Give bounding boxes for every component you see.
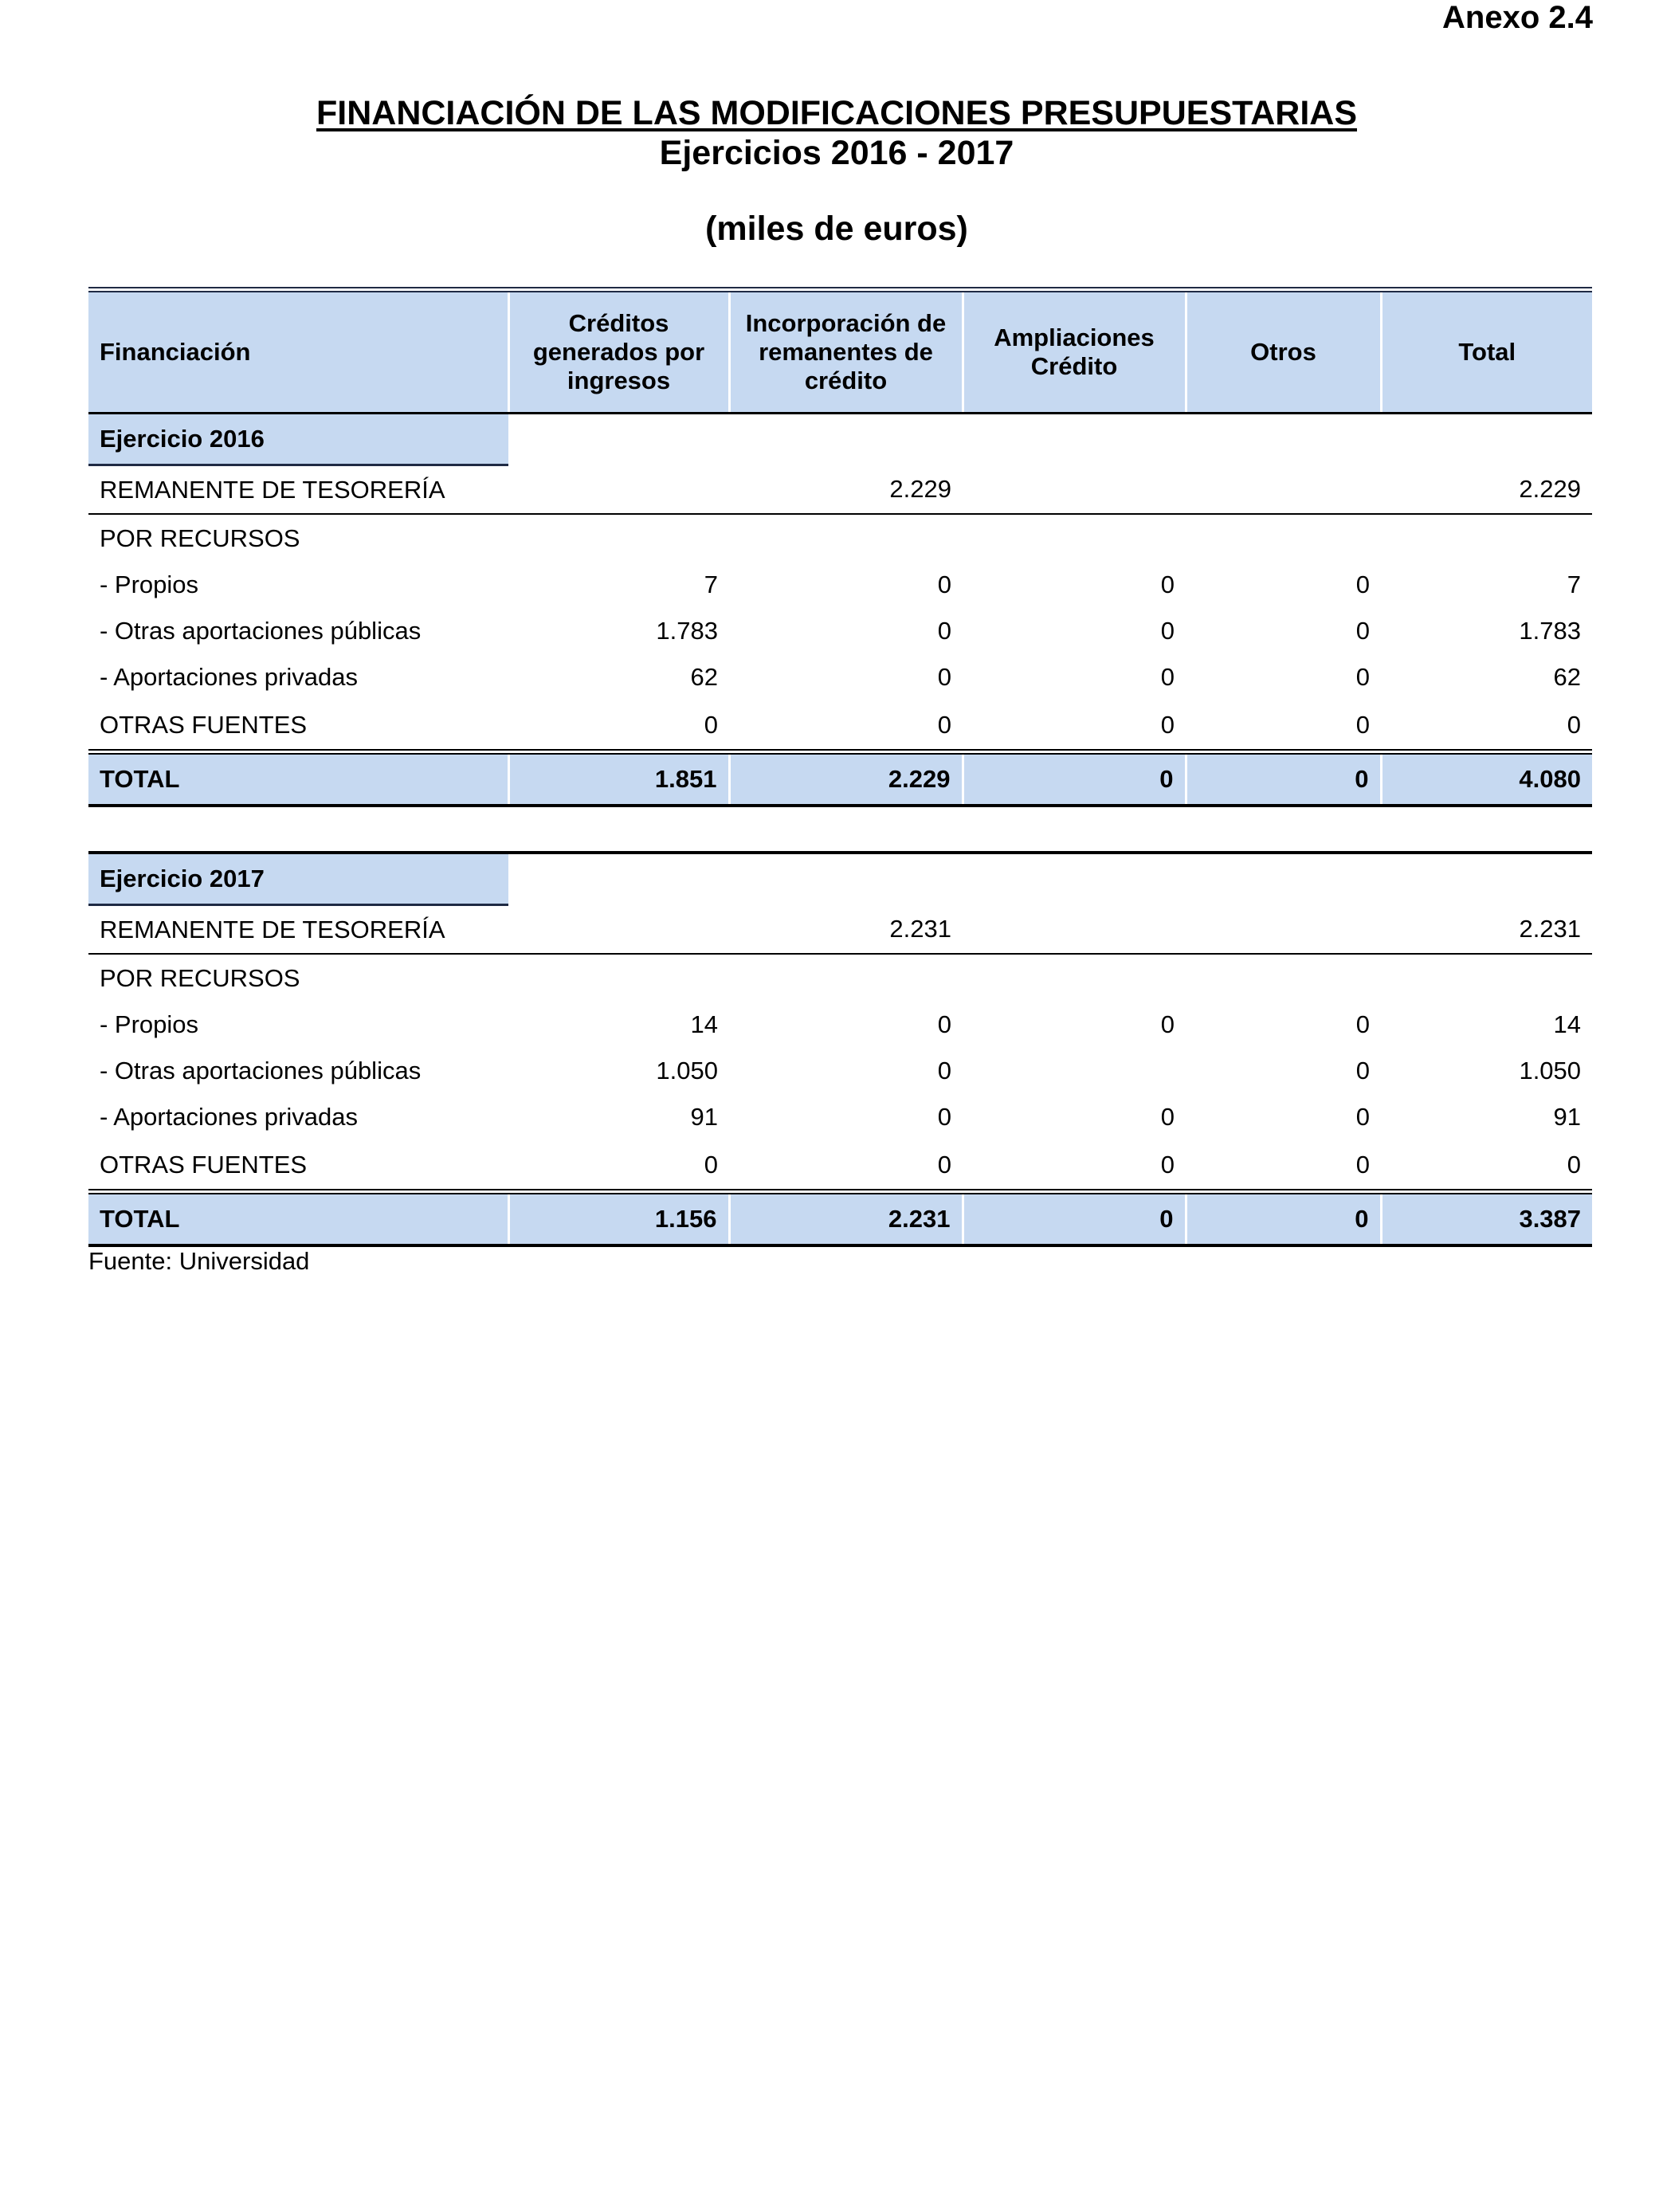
cell-total: 1.050 — [1519, 1057, 1582, 1084]
table-row — [88, 514, 1592, 562]
section-label: Ejercicio 2017 — [88, 853, 508, 905]
table-row — [88, 562, 1592, 608]
table-row — [88, 1048, 1592, 1094]
table-row — [88, 1094, 1592, 1140]
cell-otros: 0 — [1355, 1150, 1370, 1179]
cell-incorporacion — [729, 514, 963, 562]
cell-ampliaciones — [963, 1048, 1186, 1094]
cell-incorporacion: 0 — [937, 1057, 951, 1084]
cell-total: 2.231 — [1381, 905, 1592, 955]
row-label: POR RECURSOS — [100, 524, 300, 552]
section-header-row — [88, 414, 1592, 465]
table-header-row — [88, 290, 1592, 414]
total-label: TOTAL — [88, 1192, 508, 1246]
row-label: POR RECURSOS — [100, 963, 300, 992]
table-row — [88, 954, 1592, 1002]
row-label: - Aportaciones privadas — [100, 1103, 358, 1131]
cell-otros: 0 — [1355, 663, 1370, 691]
cell-otros: 0 — [1355, 617, 1370, 645]
row-label: - Propios — [100, 571, 199, 598]
cell-total: 62 — [1553, 663, 1581, 691]
cell-ampliaciones: 0 — [1160, 571, 1175, 598]
row-label: OTRAS FUENTES — [100, 1150, 308, 1179]
cell-ampliaciones: 0 — [1160, 1010, 1175, 1038]
cell-total: 7 — [1567, 571, 1581, 598]
cell-creditos: 7 — [704, 571, 718, 598]
cell-creditos: 1.783 — [656, 617, 718, 645]
row-label: - Otras aportaciones públicas — [100, 617, 422, 645]
cell-incorporacion: 0 — [937, 1103, 951, 1131]
cell-otros: 0 — [1355, 1057, 1370, 1084]
cell-incorporacion: 0 — [937, 663, 951, 691]
cell-incorporacion: 0 — [937, 1150, 951, 1179]
cell-creditos — [508, 465, 729, 515]
source-note: Fuente: Universidad — [88, 1247, 310, 1275]
cell-total — [1381, 514, 1592, 562]
total-creditos: 1.851 — [508, 752, 729, 806]
cell-ampliaciones — [963, 905, 1186, 955]
cell-otros — [1186, 514, 1381, 562]
column-header-total: Total — [1381, 290, 1592, 414]
table-row — [88, 608, 1592, 654]
row-label: - Propios — [100, 1010, 199, 1038]
total-total: 4.080 — [1381, 752, 1592, 806]
column-header-otros: Otros — [1186, 290, 1381, 414]
table-row — [88, 654, 1592, 700]
table-row — [88, 465, 1592, 515]
total-otros: 0 — [1186, 1192, 1381, 1246]
cell-otros: 0 — [1355, 1010, 1370, 1038]
cell-total: 0 — [1567, 710, 1581, 739]
row-label: - Otras aportaciones públicas — [100, 1057, 422, 1084]
cell-ampliaciones: 0 — [1160, 617, 1175, 645]
total-ampliaciones: 0 — [963, 752, 1186, 806]
cell-otros: 0 — [1355, 571, 1370, 598]
cell-total: 1.783 — [1519, 617, 1581, 645]
column-header-financiacion: Financiación — [88, 290, 508, 414]
section-label: Ejercicio 2016 — [88, 414, 508, 465]
cell-creditos — [508, 954, 729, 1002]
cell-otros: 0 — [1355, 1103, 1370, 1131]
row-label: - Aportaciones privadas — [100, 663, 358, 691]
cell-ampliaciones: 0 — [1160, 710, 1175, 739]
cell-creditos — [508, 905, 729, 955]
section-header-row — [88, 853, 1592, 905]
total-incorporacion: 2.229 — [729, 752, 963, 806]
column-header-incorporacion-remanentes: Incorporación de remanentes de crédito — [729, 290, 963, 414]
page-subtitle: Ejercicios 2016 - 2017 — [659, 134, 1014, 172]
cell-creditos — [508, 514, 729, 562]
cell-incorporacion: 0 — [937, 571, 951, 598]
total-row — [88, 1192, 1592, 1246]
table-row — [88, 700, 1592, 752]
cell-total: 14 — [1553, 1010, 1582, 1038]
cell-creditos: 14 — [690, 1010, 718, 1038]
cell-otros — [1186, 465, 1381, 515]
total-creditos: 1.156 — [508, 1192, 729, 1246]
total-row — [88, 752, 1592, 806]
total-incorporacion: 2.231 — [729, 1192, 963, 1246]
cell-total — [1381, 954, 1592, 1002]
total-otros: 0 — [1186, 752, 1381, 806]
total-label: TOTAL — [88, 752, 508, 806]
table-ejercicio-2016 — [88, 287, 1592, 807]
cell-otros — [1186, 954, 1381, 1002]
cell-ampliaciones — [963, 465, 1186, 515]
annex-label: Anexo 2.4 — [1442, 0, 1593, 35]
cell-total: 0 — [1567, 1150, 1582, 1179]
total-ampliaciones: 0 — [963, 1192, 1186, 1246]
table-row — [88, 1002, 1592, 1048]
cell-creditos: 62 — [690, 663, 718, 691]
row-label: REMANENTE DE TESORERÍA — [88, 465, 508, 515]
cell-otros — [1186, 905, 1381, 955]
cell-creditos: 1.050 — [656, 1057, 718, 1084]
cell-incorporacion: 2.231 — [729, 905, 963, 955]
column-header-creditos-generados: Créditos generados por ingresos — [508, 290, 729, 414]
row-label: REMANENTE DE TESORERÍA — [88, 905, 508, 955]
page-title: FINANCIACIÓN DE LAS MODIFICACIONES PRESUPUESTARIAS — [316, 94, 1357, 132]
cell-incorporacion: 2.229 — [729, 465, 963, 515]
cell-incorporacion: 0 — [937, 710, 951, 739]
cell-total: 2.229 — [1381, 465, 1592, 515]
cell-creditos: 91 — [690, 1103, 718, 1131]
cell-ampliaciones: 0 — [1160, 1103, 1175, 1131]
cell-incorporacion — [729, 954, 963, 1002]
cell-ampliaciones — [963, 954, 1186, 1002]
table-row — [88, 1140, 1592, 1192]
table-ejercicio-2017 — [88, 851, 1592, 1247]
cell-creditos: 0 — [704, 710, 718, 739]
units-label: (miles de euros) — [705, 210, 968, 248]
row-label: OTRAS FUENTES — [100, 710, 308, 739]
column-header-ampliaciones: Ampliaciones Crédito — [963, 290, 1186, 414]
total-total: 3.387 — [1381, 1192, 1592, 1246]
cell-creditos: 0 — [704, 1150, 718, 1179]
cell-ampliaciones — [963, 514, 1186, 562]
table-row — [88, 905, 1592, 955]
cell-otros: 0 — [1355, 710, 1370, 739]
cell-incorporacion: 0 — [937, 1010, 951, 1038]
cell-incorporacion: 0 — [937, 617, 951, 645]
cell-total: 91 — [1553, 1103, 1582, 1131]
cell-ampliaciones: 0 — [1160, 1150, 1175, 1179]
cell-ampliaciones: 0 — [1160, 663, 1175, 691]
